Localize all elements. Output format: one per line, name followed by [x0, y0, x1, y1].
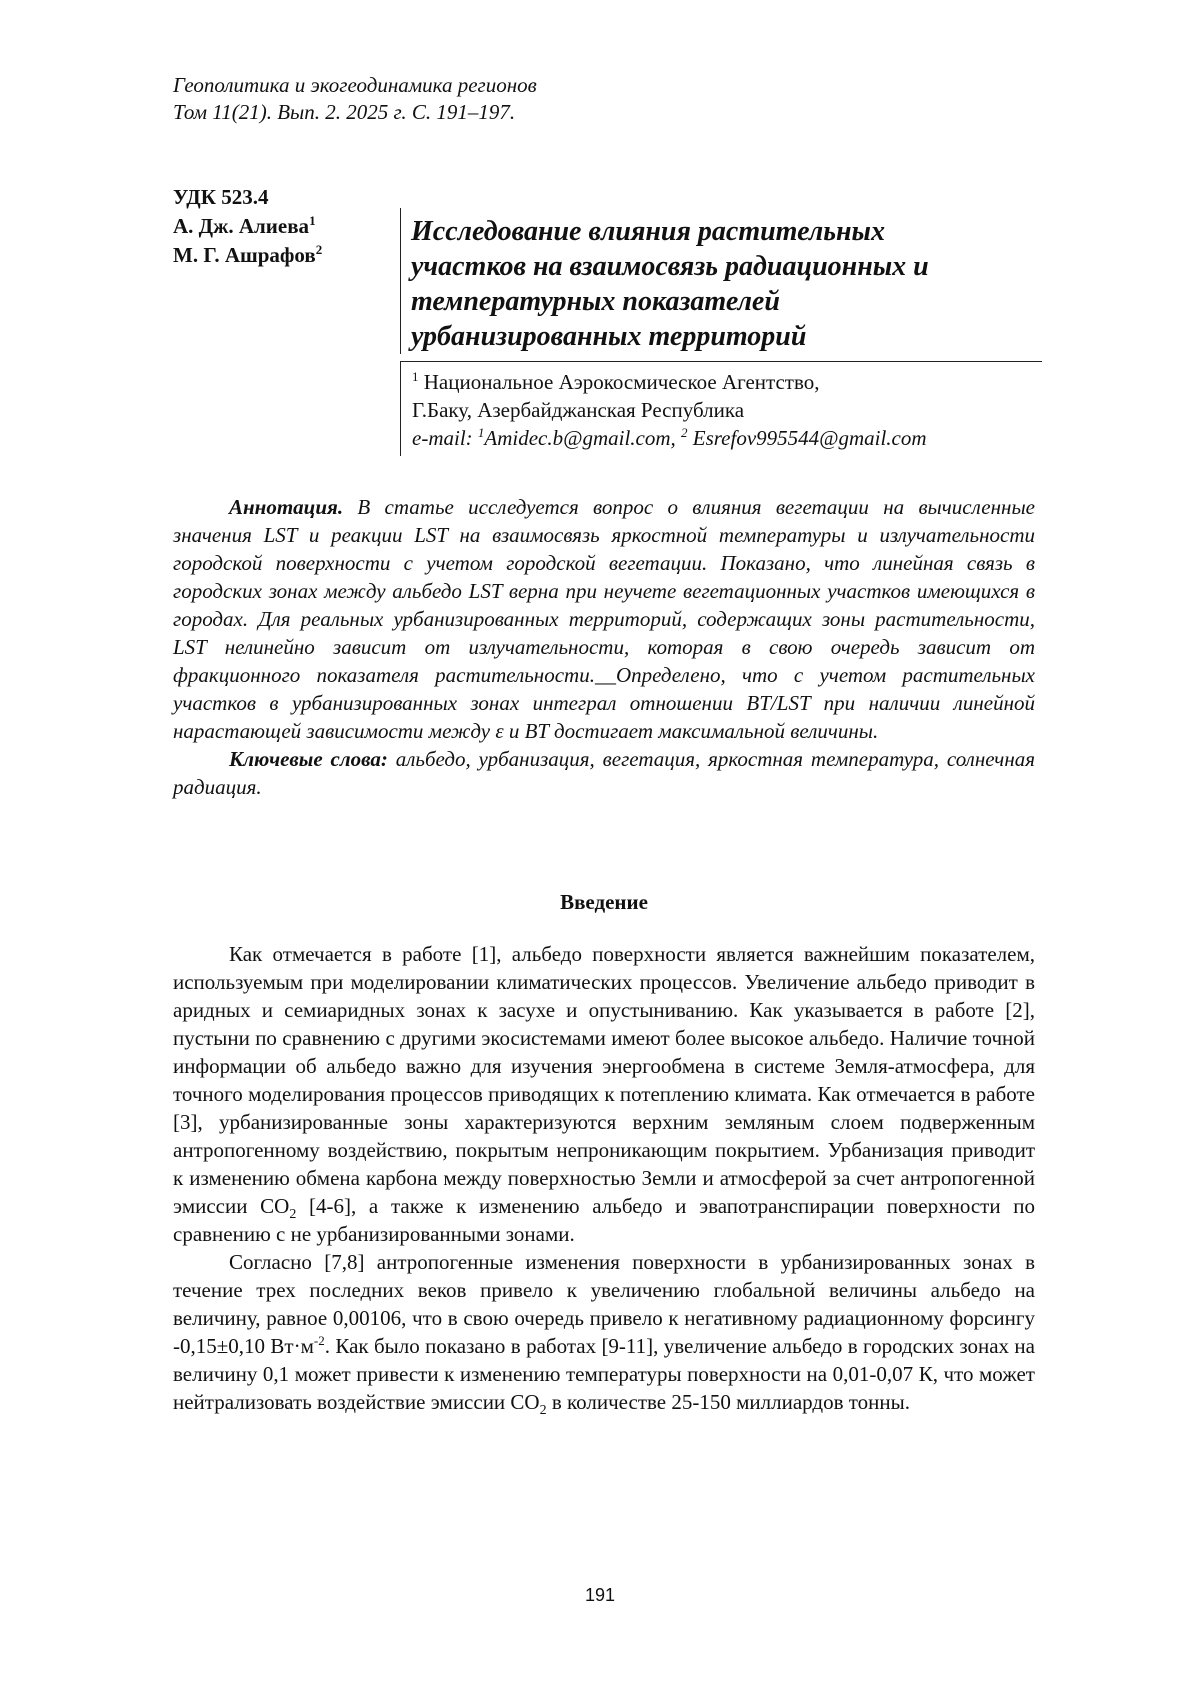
p2-text-b: . Как было показано в работах [9-11], увеличение альбедо в городских зонах на величину 0,1 может привести к изменению температуры поверхности на 0,01-0,07 К, что может нейтрализовать воздействие эмиссии CO: [173, 1334, 1035, 1414]
abstract-paragraph: [173, 493, 1035, 745]
keywords-paragraph: [173, 745, 1035, 801]
author-2-sup: 2: [316, 242, 323, 257]
p2-sub: 2: [540, 1403, 547, 1418]
author-block: [173, 183, 322, 270]
journal-header: [173, 72, 537, 126]
author-1-sup: 1: [309, 213, 316, 228]
title-line: урбанизированных территорий: [411, 321, 806, 352]
journal-issue: Том 11(21). Вып. 2. 2025 г. С. 191–197.: [173, 99, 537, 126]
email-1-sup: 1: [478, 425, 485, 440]
p1-text-a: Как отмечается в работе [1], альбедо поверхности является важнейшим показателем, используемым при моделировании климатических процессов. Увеличение альбедо приводит в аридных и семиаридных зонах к засухе и опустыниванию. Как указывается в работе [2], пустыни по сравнению с другими экосистемами имеют более высокое альбедо. Наличие точной информации об альбедо важно для изучения энергообмена в системе Земля-атмосфера, для точного моделирования процессов приводящих к потеплению климата. Как отмечается в работе [3], урбанизированные зоны характеризуются верхним земляным слоем подверженным антропогенному воздействию, покрытым непроникающим покрытием. Урбанизация приводит к изменению обмена карбона между поверхностью Земли и атмосферой за счет антропогенной эмиссии CO: [173, 942, 1035, 1218]
affiliation-sup: 1: [412, 369, 419, 384]
author-2-name: М. Г. Ашрафов: [173, 243, 316, 267]
title-block: [400, 208, 1041, 354]
section-heading: Введение: [173, 890, 1035, 915]
email-1[interactable]: Amidec.b@gmail.com,: [484, 426, 681, 450]
p2-sup: -2: [314, 1333, 325, 1348]
p1-sub: 2: [289, 1207, 296, 1222]
affiliation: [400, 362, 1040, 456]
title-line: участков на взаимосвязь радиационных и: [411, 251, 929, 282]
affiliation-city: Г.Баку, Азербайджанская Республика: [412, 396, 1040, 424]
title-line: температурных показателей: [411, 286, 780, 317]
udk-code: УДК 523.4: [173, 183, 322, 212]
keywords-text: альбедо, урбанизация, вегетация, яркостная температура, солнечная радиация.: [173, 747, 1035, 799]
p2-text-a: Согласно [7,8] антропогенные изменения поверхности в урбанизированных зонах в течение трех последних веков привело к увеличению глобальной величины альбедо на величину, равное 0,00106, что в свою очередь привело к негативному радиационному форсингу -0,15±0,10 Вт·м: [173, 1250, 1035, 1358]
abstract-text: В статье исследуется вопрос о влияния вегетации на вычисленные значения LST и реакции LST на взаимосвязь яркостной температуры и излучательности городской поверхности с учетом городской вегетации. Показано, что линейная связь в городских зонах между альбедо LST верна при неучете вегетационных участков имеющихся в городах. Для реальных урбанизированных территорий, содержащих зоны растительности, LST нелинейно зависит от излучательности, которая в свою очередь зависит от фракционного показателя растительности.__Определено, что с учетом растительных участков в урбанизированных зонах интеграл отношении BT/LST при наличии линейной нарастающей зависимости между ε и BT достигает максимальной величины.: [173, 495, 1035, 743]
author-2: [173, 241, 322, 270]
title-line: Исследование влияния растительных: [411, 216, 885, 247]
p2-text-c: в количестве 25-150 миллиардов тонны.: [547, 1390, 910, 1414]
article-title: [401, 208, 1041, 354]
author-1-name: А. Дж. Алиева: [173, 214, 309, 238]
journal-name: Геополитика и экогеодинамика регионов: [173, 72, 537, 99]
page-number: 191: [0, 1585, 1200, 1606]
p1-text-b: [4-6], а также к изменению альбедо и эвапотранспирации поверхности по сравнению с не урбанизированными зонами.: [173, 1194, 1035, 1246]
abstract: [173, 493, 1035, 801]
email-2-sup: 2: [681, 425, 688, 440]
keywords-label: Ключевые слова:: [229, 747, 388, 771]
intro-paragraph-2: [173, 1248, 1035, 1416]
intro-paragraph-1: [173, 940, 1035, 1248]
author-1: [173, 212, 322, 241]
email-2[interactable]: Esrefov995544@gmail.com: [693, 426, 927, 450]
affiliation-org-line: [412, 368, 1040, 396]
abstract-label: Аннотация.: [229, 495, 343, 519]
affiliation-org: Национальное Аэрокосмическое Агентство,: [424, 370, 820, 394]
email-line: [412, 424, 1040, 452]
email-label: e-mail:: [412, 426, 478, 450]
body-text: [173, 940, 1035, 1416]
